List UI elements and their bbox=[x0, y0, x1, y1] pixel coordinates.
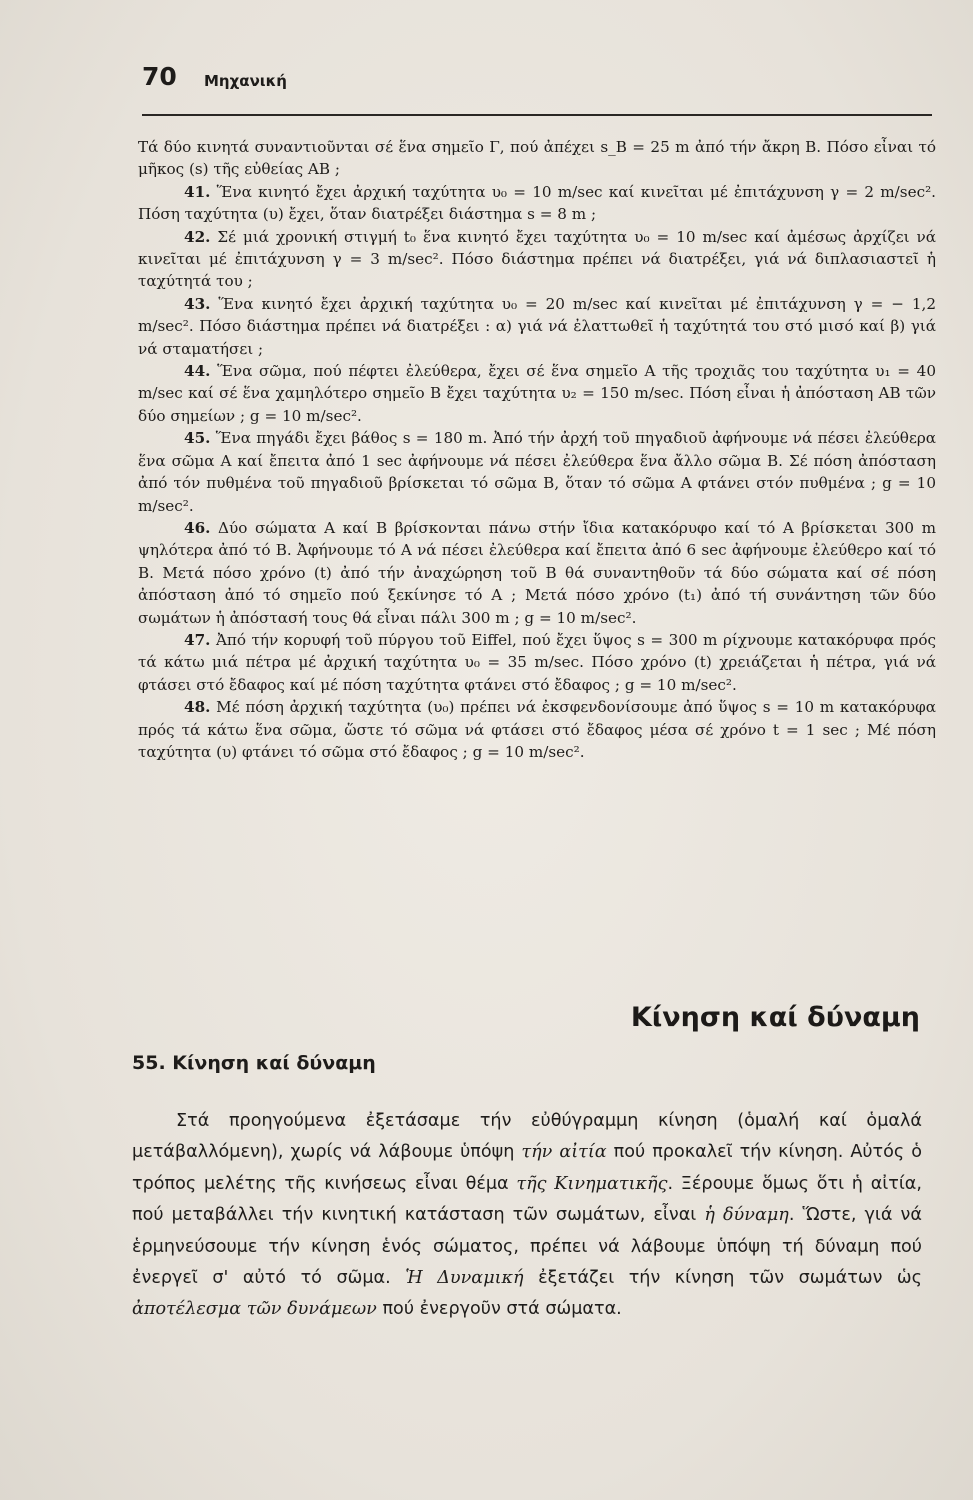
problem-text: Ἀπό τήν κορυφή τοῦ πύργου τοῦ Eiffel, πού ἔχει ὕψος s = 300 m ρίχνουμε κατακόρυφα πρός τά κάτω μιά πέτρα μέ ἀρχική ταχύτητα υ₀ = 35 m/sec. Πόσο χρόνο (t) χρειάζεται ἡ πέτρα, γιά νά φτάσει στό ἔδαφος καί μέ πόση ταχύτητα φτάνει στό ἔδαφος ; g = 10 m/sec². bbox=[138, 630, 937, 694]
problem-list bbox=[138, 136, 936, 763]
problem-intro bbox=[138, 136, 936, 181]
problem-number: 44. bbox=[184, 362, 211, 381]
section-heading: 55. Κίνηση καί δύναμη bbox=[132, 1052, 376, 1074]
problem-text: Ἕνα σῶμα, πού πέφτει ἐλεύθερα, ἔχει σέ ἕνα σημεῖο Α τῆς τροχιᾶς του ταχύτητα υ₁ = 40 m/sec καί σέ ἕνα χαμηλότερο σημεῖο Β ἔχει ταχύτητα υ₂ = 150 m/sec. Πόση εἶναι ἡ ἀπόσταση ΑΒ τῶν δύο σημείων ; g = 10 m/sec². bbox=[138, 362, 937, 425]
body-text: πού ἐνεργοῦν στά σώματα. bbox=[376, 1299, 622, 1320]
problem-42 bbox=[138, 226, 936, 293]
problem-43 bbox=[138, 293, 936, 360]
problem-number: 48. bbox=[184, 698, 211, 717]
body-text: Στά προηγούμενα ἐξετάσαμε τήν εὐθύγραμμη κίνηση (ὁμαλή καί ὁμαλά μετάβαλλόμενη), χωρίς νά λάβουμε ὑπόψη bbox=[132, 1111, 922, 1163]
problem-text: Ἕνα κινητό ἔχει ἀρχική ταχύτητα υ₀ = 20 m/sec καί κινεῖται μέ ἐπιτάχυνση γ = − 1,2 m/sec². Πόσο διάστημα πρέπει νά διατρέξει : α) γιά νά ἐλαττωθεῖ ἡ ταχύτητά του στό μισό καί β) γιά νά σταματήσει ; bbox=[138, 294, 936, 358]
section-body bbox=[132, 1106, 922, 1326]
problem-46 bbox=[138, 517, 936, 629]
problem-number: 45. bbox=[184, 429, 211, 448]
problem-text: Ἕνα κινητό ἔχει ἀρχική ταχύτητα υ₀ = 10 m/sec καί κινεῖται μέ ἐπιτάχυνση γ = 2 m/sec². Πόση ταχύτητα (υ) ἔχει, ὅταν διατρέξει διάστημα s = 8 m ; bbox=[138, 182, 937, 224]
body-text: . Ὥστε, γιά νά ἑρμηνεύσουμε τήν κίνηση ἑνός σώματος, πρέπει νά λάβουμε ὑπόψη τή δύναμη πού ἐνεργεῖ σ' αὐτό τό σῶμα. bbox=[132, 1205, 922, 1289]
problem-44 bbox=[138, 360, 936, 427]
header-rule bbox=[142, 114, 932, 116]
body-emphasis: Ἡ Δυναμική bbox=[405, 1268, 524, 1289]
problem-text: Μέ πόση ἀρχική ταχύτητα (υ₀) πρέπει νά ἐκσφενδονίσουμε ἀπό ὕψος s = 10 m κατακόρυφα πρός τά κάτω ἕνα σῶμα, ὥστε τό σῶμα νά φτάσει στό ἔδαφος μέσα σέ χρόνο t = 1 sec ; Μέ πόση ταχύτητα (υ) φτάνει τό σῶμα στό ἔδαφος ; g = 10 m/sec². bbox=[138, 698, 936, 761]
body-emphasis: τήν αἰτία bbox=[521, 1142, 607, 1163]
problem-text: Ἕνα πηγάδι ἔχει βάθος s = 180 m. Ἀπό τήν ἀρχή τοῦ πηγαδιοῦ ἀφήνουμε νά πέσει ἐλεύθερα ἕνα σῶμα Α καί ἔπειτα ἀπό 1 sec ἀφήνουμε νά πέσει ἐλεύθερα ἕνα ἄλλο σῶμα Β. Σέ πόση ἀπόσταση ἀπό τόν πυθμένα τοῦ πηγαδιοῦ βρίσκεται τό σῶμα Β, ὅταν τό σῶμα Α φτάνει στόν πυθμένα ; g = 10 m/sec². bbox=[138, 429, 937, 515]
body-emphasis: ἡ δύναμη bbox=[704, 1205, 789, 1226]
body-text: . Ξέρουμε ὅμως ὅτι ἡ αἰτία, πού μεταβάλλει τήν κινητική κατάσταση τῶν σωμάτων, εἶναι bbox=[132, 1173, 922, 1226]
page-header bbox=[142, 62, 932, 120]
section-banner: Κίνηση καί δύναμη bbox=[630, 1002, 920, 1033]
problem-number: 42. bbox=[184, 227, 211, 246]
problem-text: Δύο σώματα Α καί Β βρίσκονται πάνω στήν ἴδια κατακόρυφο καί τό Α βρίσκεται 300 m ψηλότερα ἀπό τό Β. Ἀφήνουμε τό Α νά πέσει ἐλεύθερα καί ἔπειτα ἀπό 6 sec ἀφήνουμε ἐλεύθερο καί τό Β. Μετά πόσο χρόνο (t) ἀπό τήν ἀναχώρηση τοῦ Β θά συναντηθοῦν τά δύο σώματα καί σέ πόση ἀπόσταση ἀπό τό σημεῖο πού ξεκίνησε τό Α ; Μετά πόσο χρόνο (t₁) ἀπό τή συνάντηση τῶν δύο σωμάτων ἡ ἀπόστασή τους θά εἶναι πάλι 300 m ; g = 10 m/sec². bbox=[138, 518, 936, 627]
problem-48 bbox=[138, 696, 936, 763]
problem-text: Τά δύο κινητά συναντιοῦνται σέ ἕνα σημεῖο Γ, πού ἀπέχει s_B = 25 m ἀπό τήν ἄκρη Β. Πόσο εἶναι τό μῆκος (s) τῆς εὐθείας ΑΒ ; bbox=[138, 138, 936, 179]
problem-number: 46. bbox=[184, 518, 211, 537]
problem-number: 47. bbox=[184, 630, 211, 649]
problem-number: 43. bbox=[184, 294, 211, 313]
body-text: πού προκαλεῖ τήν κίνηση. Αὐτός ὁ τρόπος μελέτης τῆς κινήσεως εἶναι θέμα bbox=[132, 1142, 923, 1194]
problem-45 bbox=[138, 427, 936, 517]
problem-number: 41. bbox=[184, 182, 211, 201]
running-title: Μηχανική bbox=[204, 72, 287, 90]
problem-41 bbox=[138, 181, 936, 226]
body-text: ἐξετάζει τήν κίνηση τῶν σωμάτων ὡς bbox=[523, 1268, 922, 1289]
body-emphasis: τῆς Κινηματικῆς bbox=[516, 1173, 668, 1194]
problem-47 bbox=[138, 629, 936, 696]
page-number: 70 bbox=[142, 62, 177, 91]
body-emphasis: ἀποτέλεσμα τῶν δυνάμεων bbox=[132, 1299, 377, 1320]
problem-text: Σέ μιά χρονική στιγμή t₀ ἕνα κινητό ἔχει ταχύτητα υ₀ = 10 m/sec καί ἀμέσως ἀρχίζει νά κινεῖται μέ ἐπιτάχυνση γ = 3 m/sec². Πόσο διάστημα πρέπει νά διατρέξει, γιά νά διπλασιαστεῖ ἡ ταχύτητά του ; bbox=[138, 227, 936, 291]
